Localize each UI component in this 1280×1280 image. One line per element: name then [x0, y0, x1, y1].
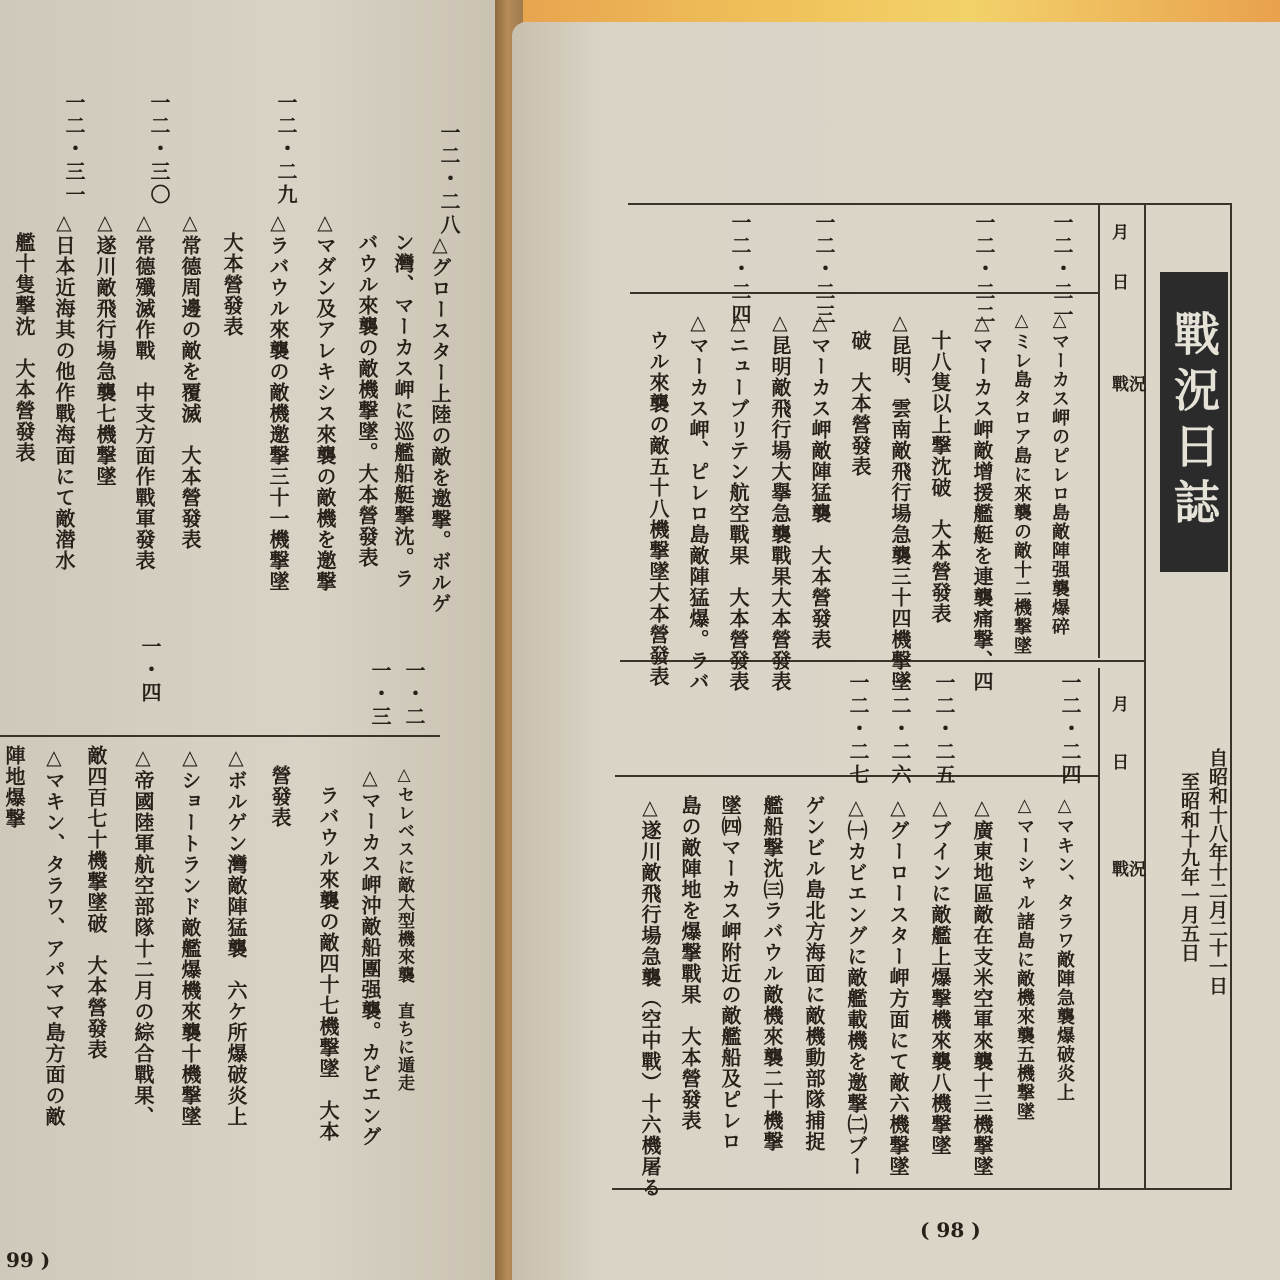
entry-date: 一二・二三 — [812, 212, 836, 327]
header-column-divider — [1098, 203, 1100, 658]
entry-line: ラバウル來襲の敵四十七機撃墜 大本 — [316, 785, 340, 1142]
entry-date: 一二・三〇 — [147, 92, 171, 207]
entry-date: 一二・二四 — [1058, 672, 1082, 787]
entry-line: △マーシャル諸島に敵機來襲五機撃墜 — [1014, 795, 1035, 1121]
page-number: ( 98 ) — [920, 1218, 981, 1242]
entry-date: 一二・三一 — [62, 92, 86, 207]
entry-line: 墜㈣マーカス岬附近の敵艦船及ピレロ — [718, 795, 742, 1152]
divider — [0, 735, 440, 737]
entry-line: △帝國陸軍航空部隊十二月の綜合戰果、 — [131, 745, 155, 1127]
header-situation: 戰況 — [1112, 375, 1146, 395]
entry-line: △ラバウル來襲の敵機邀撃三十一機撃墜 — [266, 210, 290, 592]
header-month: 月 — [1112, 695, 1129, 715]
entry-date: 一二・二七 — [846, 672, 870, 787]
entry-date: 一・二 — [402, 660, 426, 729]
entry-line: △遂川敵飛行場急襲（空中戰）十六機屠る — [638, 795, 662, 1198]
entry-line: 島の敵陣地を爆撃戰果 大本營發表 — [678, 795, 702, 1131]
column-divider — [1144, 203, 1146, 1190]
entry-line: バウル來襲の敵機撃墜。大本營發表 — [355, 232, 379, 568]
entry-line: △廣東地區敵在支米空軍來襲十三機撃墜 — [970, 795, 994, 1177]
entry-line: 營發表 — [268, 765, 292, 828]
entry-date: 一二・二五 — [932, 672, 956, 787]
entry-line: △昆明、雲南敵飛行場急襲三十四機撃墜 — [888, 310, 912, 692]
entry-date: 一二・二八 — [437, 122, 461, 237]
entry-line: △昆明敵飛行場大擧急襲戰果大本營發表 — [768, 310, 792, 692]
entry-line: △マーカス岬敵增援艦艇を連襲痛撃、四 — [970, 310, 994, 692]
entry-line: △ショートランド敵艦爆機來襲十機撃墜 — [178, 745, 202, 1127]
header-day: 日 — [1112, 273, 1129, 293]
entry-line: 破 大本營發表 — [848, 330, 872, 477]
entry-line: △グーロースター岬方面にて敵六機撃墜 — [886, 795, 910, 1177]
entry-line: △マキン、タラワ敵陣急襲爆破炎上 — [1054, 795, 1075, 1102]
entry-line: △マーカス岬のピレロ島敵陣强襲爆碎 — [1049, 310, 1070, 636]
entry-line: △マーカス岬敵陣猛襲 大本營發表 — [808, 310, 832, 650]
entry-line: △ミレ島タロア島に來襲の敵十二機撃墜 — [1011, 310, 1032, 655]
entry-date: 一・四 — [138, 636, 162, 705]
entry-line: △遂川敵飛行場急襲七機撃墜 — [93, 210, 117, 487]
entry-line: △グロースター上陸の敵を邀撃。ボルゲ — [428, 232, 452, 614]
entry-date: 一二・二一 — [1050, 212, 1074, 327]
entry-line: △マダン及アレキシス來襲の敵機を邀撃 — [313, 210, 337, 592]
entry-line: △マーカス岬沖敵船團强襲。カビエング — [358, 765, 382, 1147]
table-right-border — [1230, 203, 1232, 1190]
entry-line: △マーカス岬、ピレロ島敵陣猛爆。ラバ — [686, 310, 710, 692]
left-page — [0, 0, 505, 1280]
entry-date: 一二・二九 — [274, 92, 298, 207]
entry-line: △常德殲滅作戰 中支方面作戰軍發表 — [132, 210, 156, 571]
entry-line: △ボルゲン灣敵陣猛襲 六ケ所爆破炎上 — [224, 745, 248, 1127]
entry-line: 陣地爆撃 — [2, 745, 26, 829]
date-row-divider — [630, 292, 1100, 294]
entry-date: 一二・二四 — [728, 212, 752, 327]
entry-line: △ブインに敵艦上爆撃機來襲八機撃墜 — [928, 795, 952, 1156]
entry-line: 艦船撃沈㈢ラバウル敵機來襲二十機撃 — [760, 795, 784, 1152]
entry-line: △㈠カビエングに敵艦載機を邀撃㈡ブー — [844, 795, 868, 1177]
period-from: 自昭和十八年十二月二十一日 — [1206, 748, 1228, 995]
entry-line: △常德周邊の敵を覆滅 大本營發表 — [178, 210, 202, 550]
entry-line: 艦十隻撃沈 大本營發表 — [12, 232, 36, 463]
entry-date: 一二・二二 — [972, 212, 996, 327]
page-title: 戰況日誌 — [1160, 272, 1228, 572]
entry-line: △マキン、タラワ、アパママ島方面の敵 — [42, 745, 66, 1127]
entry-line: △日本近海其の他作戰海面にて敵潜水 — [52, 210, 76, 571]
period-to: 至昭和十九年一月五日 — [1178, 772, 1200, 962]
table-bottom-border — [612, 1188, 1230, 1190]
entry-line: ウル來襲の敵五十八機撃墜大本營發表 — [646, 330, 670, 687]
entry-date: 一二・二六 — [888, 672, 912, 787]
entry-line: 敵四百七十機撃墜破 大本營發表 — [84, 745, 108, 1060]
table-top-border — [628, 203, 1230, 205]
page-number: 99 ) — [6, 1248, 51, 1272]
entry-date: 一・三 — [368, 660, 392, 729]
entry-line: ン灣、マーカス岬に巡艦船艇撃沈。ラ — [391, 232, 415, 589]
header-day: 日 — [1112, 753, 1129, 773]
header-column-divider — [1098, 668, 1100, 1188]
entry-line: 大本營發表 — [220, 232, 244, 337]
header-month: 月 — [1112, 223, 1129, 243]
header-situation: 戰況 — [1112, 860, 1146, 880]
entry-line: ゲンビル島北方海面に敵機動部隊捕捉 — [802, 795, 826, 1152]
entry-line: △セレベスに敵大型機來襲 直ちに遁走 — [394, 765, 414, 1092]
entry-line: 十八隻以上撃沈破 大本營發表 — [928, 330, 952, 624]
entry-line: △ニューブリテン航空戰果 大本營發表 — [726, 310, 750, 692]
